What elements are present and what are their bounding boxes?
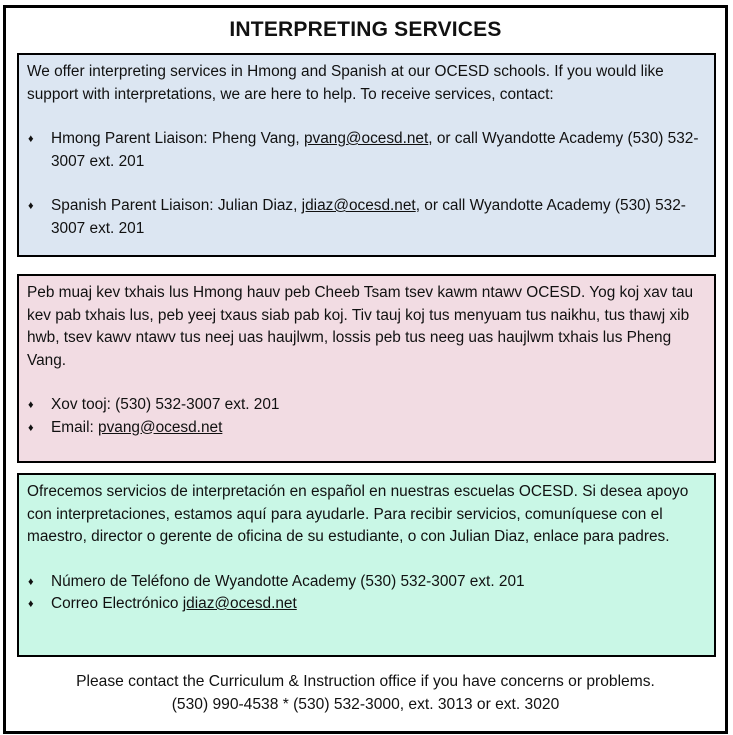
bullet-icon: ♦ (28, 421, 34, 434)
bullet-icon: ♦ (28, 200, 34, 212)
spanish-email-link[interactable]: jdiaz@ocesd.net (182, 595, 297, 612)
footer (6, 670, 725, 716)
hmong-phone: Xov tooj: (530) 532-3007 ext. 201 (51, 396, 280, 413)
bullet-icon: ♦ (28, 399, 34, 411)
list-item (27, 128, 706, 173)
hmong-liaison-text: Hmong Parent Liaison: Pheng Vang, (51, 130, 304, 147)
hmong-panel (17, 274, 716, 463)
spanish-contact-list (27, 571, 706, 616)
list-item (27, 593, 706, 616)
bullet-icon: ♦ (28, 575, 34, 588)
bullet-icon: ♦ (28, 598, 34, 610)
hmong-liaison-phone: , or call Wyandotte Academy (530) 532-3007 ext. 201 (51, 130, 699, 170)
spanish-email-label: Correo Electrónico (51, 595, 183, 612)
document-frame (3, 5, 728, 734)
spanish-liaison-text: Spanish Parent Liaison: Julian Diaz, (51, 197, 302, 214)
list-item (27, 417, 706, 440)
spanish-liaison-phone: , or call Wyandotte Academy (530) 532-3007 ext. 201 (51, 197, 686, 237)
pvang-email-link[interactable]: pvang@ocesd.net (303, 130, 429, 147)
spanish-intro: Ofrecemos servicios de interpretación en español en nuestras escuelas OCESD. Si desea apoyo con interpretaciones, estamos aquí para ayudarle. Para recibir servicios, comuníquese con el maestro, director o gerente de oficina de su estudiante, o con Julian Diaz, enlace para padres. (27, 483, 689, 545)
hmong-email-label: Email: (51, 418, 99, 436)
spanish-panel (17, 473, 716, 657)
spanish-phone: Número de Teléfono de Wyandotte Academy (530) 532-3007 ext. 201 (51, 572, 525, 590)
list-item (27, 571, 706, 594)
list-item (27, 195, 706, 240)
footer-contact-text: Please contact the Curriculum & Instruction office if you have concerns or problems. (76, 673, 655, 690)
bullet-icon: ♦ (28, 133, 34, 145)
hmong-email-link[interactable]: pvang@ocesd.net (98, 418, 223, 436)
page-title: INTERPRETING SERVICES (229, 18, 502, 41)
footer-phone-numbers: (530) 990-4538 * (530) 532-3000, ext. 3013 or ext. 3020 (171, 696, 560, 713)
hmong-contact-list (27, 394, 706, 439)
english-intro: We offer interpreting services in Hmong and Spanish at our OCESD schools. If you would like support with interpretations, we are here to help. To receive services, contact: (27, 63, 664, 103)
hmong-intro: Peb muaj kev txhais lus Hmong hauv peb Cheeb Tsam tsev kawm ntawv OCESD. Yog koj xav tau kev pab txhais lus, peb yeej txaus siab pab koj. Tiv tauj koj tus menyuam tus naikhu, tus thawj xib hwb, tsev kawv ntawv tus neej uas haujlwm, lossis peb tus neeg uas haujlwm txhais lus Pheng Vang. (27, 284, 694, 369)
english-panel (17, 53, 716, 257)
list-item (27, 394, 706, 417)
jdiaz-email-link[interactable]: jdiaz@ocesd.net (301, 197, 416, 214)
english-contact-list (27, 128, 706, 240)
